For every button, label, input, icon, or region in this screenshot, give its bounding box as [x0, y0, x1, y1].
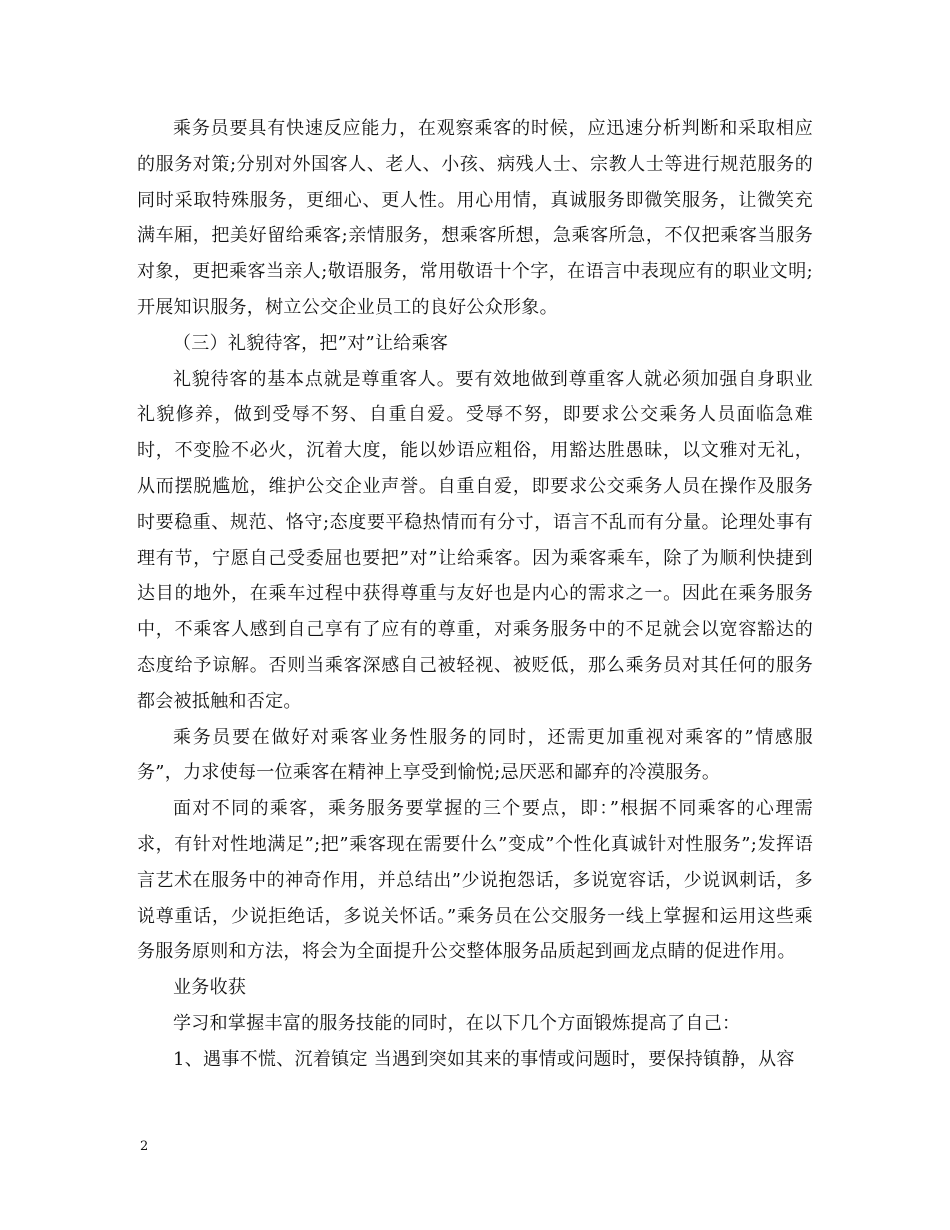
paragraph-three-key-points: 面对不同的乘客，乘务服务要掌握的三个要点，即：”根据不同乘客的心理需求，有针对性地满足”;把”乘客现在需要什么”变成”个性化真诚针对性服务”;发挥语言艺术在服务中的神奇作用，并总结出”少说抱怨话，多说宽容话，少说讽刺话，多说尊重话，少说拒绝话，多说关怀话。”乘务员在公交服务一线上掌握和运用这些乘务服务原则和方法，将会为全面提升公交整体服务品质起到画龙点睛的促进作用。 [137, 798, 813, 963]
paragraph-emotional-service: 乘务员要在做好对乘客业务性服务的同时，还需更加重视对乘客的”情感服务”，力求使每一位乘客在精神上享受到愉悦;忌厌恶和鄙弃的冷漠服务。 [137, 726, 813, 784]
paragraph-respect-passengers: 礼貌待客的基本点就是尊重客人。要有效地做到尊重客人就必须加强自身职业礼貌修养，做到受辱不努、自重自爱。受辱不努，即要求公交乘务人员面临急难时，不变脸不必火，沉着大度，能以妙语应粗俗，用豁达胜愚昧，以文雅对无礼，从而摆脱尴尬，维护公交企业声誉。自重自爱，即要求公交乘务人员在操作及服务时要稳重、规范、恪守;态度要平稳热情而有分寸，语言不乱而有分量。论理处事有理有节，宁愿自己受委屈也要把”对”让给乘客。因为乘客乘车，除了为顺利快捷到达目的地外，在乘车过程中获得尊重与友好也是内心的需求之一。因此在乘务服务中，不乘客人感到自己享有了应有的尊重，对乘务服务中的不足就会以宽容豁达的态度给予谅解。否则当乘客深感自己被轻视、被贬低，那么乘务员对其任何的服务都会被抵触和否定。 [137, 368, 813, 712]
page-number: 2 [140, 1139, 149, 1154]
list-item-stay-calm: 1、遇事不慌、沉着镇定 当遇到突如其来的事情或问题时，要保持镇静，从容 [173, 1048, 795, 1070]
paragraph-skills-intro: 学习和掌握丰富的服务技能的同时，在以下几个方面锻炼提高了自己： [173, 1012, 741, 1034]
paragraph-response-ability: 乘务员要具有快速反应能力，在观察乘客的时候，应迅速分析判断和采取相应的服务对策;分别对外国客人、老人、小孩、病残人士、宗教人士等进行规范服务的同时采取特殊服务，更细心、更人性。用心用情，真诚服务即微笑服务，让微笑充满车厢，把美好留给乘客;亲情服务，想乘客所想，急乘客所急，不仅把乘客当服务对象，更把乘客当亲人;敬语服务，常用敬语十个字，在语言中表现应有的职业文明;开展知识服务，树立公交企业员工的良好公众形象。 [137, 118, 813, 318]
section-heading-courtesy: （三）礼貌待客，把”对”让给乘客 [173, 332, 449, 354]
page-body [137, 111, 813, 1078]
section-heading-business-gains: 业务收获 [173, 977, 247, 999]
